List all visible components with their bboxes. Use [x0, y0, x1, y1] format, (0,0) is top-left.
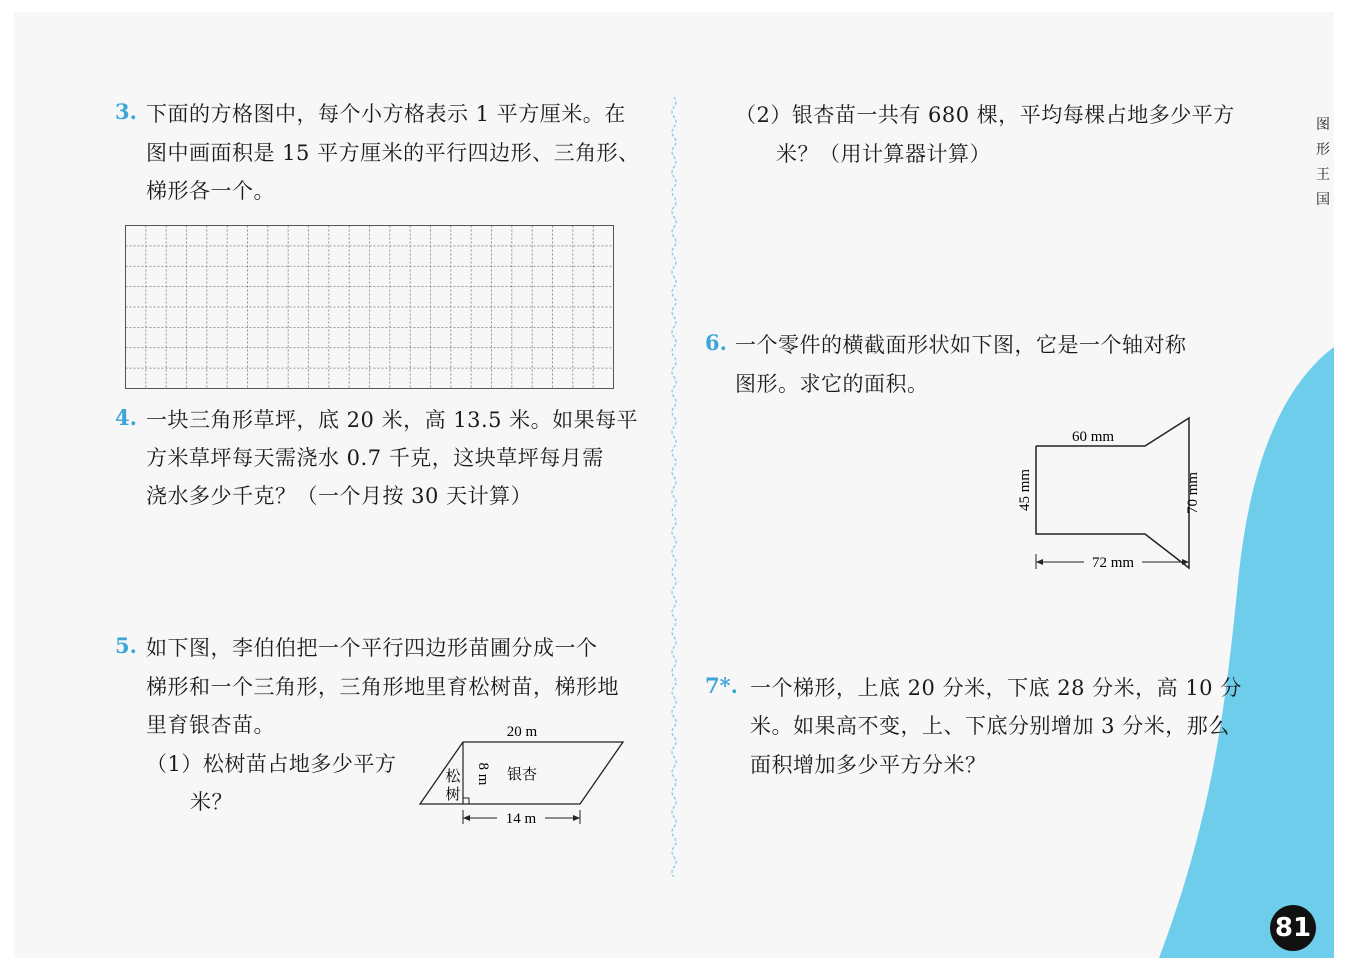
question-6-line-1: 一个零件的横截面形状如下图，它是一个轴对称 [735, 333, 1187, 357]
question-3-line-3: 梯形各一个。 [146, 179, 275, 203]
ginkgo-label: 银杏 [506, 767, 538, 783]
question-4-line-1: 一块三角形草坪，底 20 米，高 13.5 米。如果每平 [146, 408, 639, 432]
question-4-line-3: 浇水多少千克？（一个月按 30 天计算） [146, 484, 533, 508]
question-5-number: 5. [115, 633, 137, 658]
question-6-line-2: 图形。求它的面积。 [735, 372, 929, 396]
question-5-sub2-line-1: （2）银杏苗一共有 680 棵，平均每棵占地多少平方 [735, 103, 1235, 127]
question-5-line-3: 里育银杏苗。 [146, 713, 275, 737]
parallelogram-height-label: 8 m [475, 762, 491, 786]
question-5-sub2-line-2: 米？（用计算器计算） [776, 142, 991, 166]
question-5-sub1-line-1: （1）松树苗占地多少平方 [146, 752, 397, 776]
question-5-line-2: 梯形和一个三角形，三角形地里育松树苗，梯形地 [146, 675, 619, 699]
question-7-line-1: 一个梯形，上底 20 分米，下底 28 分米，高 10 分 [750, 676, 1242, 700]
section-tag: 图 形 王 国 [1316, 117, 1330, 208]
parallelogram-figure [415, 718, 630, 830]
question-6-number: 6. [705, 330, 727, 355]
question-3-number: 3. [115, 99, 137, 124]
part-right-label: 70 mm [1185, 471, 1201, 515]
parallelogram-bottom-label: 14 m [505, 811, 537, 827]
parallelogram-top-label: 20 m [506, 724, 538, 740]
part-left-label: 45 mm [1017, 468, 1033, 512]
page-number: 81 [1270, 905, 1316, 951]
question-3-line-2: 图中画面积是 15 平方厘米的平行四边形、三角形、 [146, 141, 640, 165]
pine-label-2: 树 [445, 787, 461, 803]
pine-label-1: 松 [445, 769, 461, 785]
question-7-line-3: 面积增加多少平方分米？ [750, 753, 987, 777]
part-cross-section-figure [1012, 412, 1222, 576]
question-5-sub1-line-2: 米？ [190, 790, 233, 814]
question-4-line-2: 方米草坪每天需浇水 0.7 千克，这块草坪每月需 [146, 446, 604, 470]
column-divider [669, 97, 679, 877]
question-7-line-2: 米。如果高不变，上、下底分别增加 3 分米，那么 [750, 714, 1230, 738]
question-4-number: 4. [115, 405, 137, 430]
part-top-label: 60 mm [1071, 429, 1115, 445]
part-bottom-label: 72 mm [1091, 555, 1135, 571]
question-5-line-1: 如下图，李伯伯把一个平行四边形苗圃分成一个 [146, 636, 598, 660]
question-3-line-1: 下面的方格图中，每个小方格表示 1 平方厘米。在 [146, 102, 626, 126]
question-7-number: 7*. [705, 673, 738, 698]
grid-paper[interactable] [124, 224, 616, 390]
